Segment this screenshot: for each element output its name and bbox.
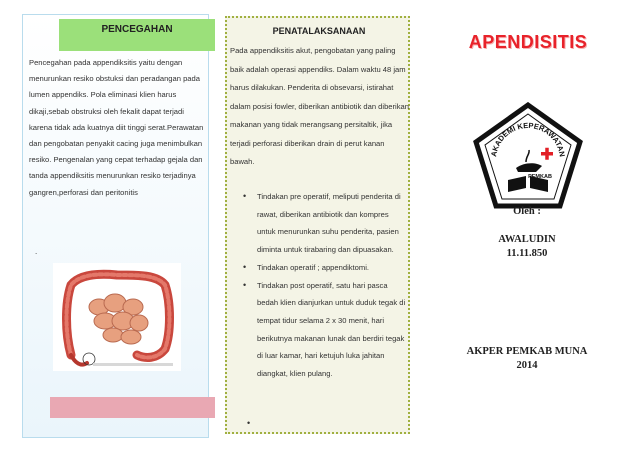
list-item-text: Tindakan post operatif, satu hari pasca bedah klien dianjurkan untuk duduk tegak di tempat tidur selama 2 x 30 menit, hari berikutnya makanan lunak dan berdiri tegak di luar kamar, hari ketujuh luka jahitan diangkat, klien pulang.: [257, 280, 406, 379]
management-body: Pada appendiksitis akut, pengobatan yang paling baik adalah operasi appendiks. Dalam waktu 48 jam harus dilakukan. Penderita di obsevarsi, istirahat dalam posisi fowler, diberikan antibiotik dan diberikan makanan yang tidak merangsang persitaltik, jika terjadi perforasi diberikan drain di perut kanan bawah.: [230, 46, 409, 166]
management-heading: PENATALAKSANAAN: [272, 26, 366, 36]
bullet-icon: •: [243, 191, 247, 201]
pink-bar: [50, 397, 215, 418]
year: 2014: [516, 360, 538, 371]
prevention-body: Pencegahan pada appendiksitis yaitu dengan menurunkan resiko obstuksi dan peradangan pada lumen appendiks. Pola eliminasi klien harus dikaji,sebab obstruksi oleh fekalit dapat terjadi karena tidak ada kuatnya diit tinggi serat.Perawatan dan pengobatan penyakit cacing juga menimbulkan resiko. Pengenalan yang cepat terhadap gejala dan tanda appendiksitis menurunkan resiko terjadinya gangren,perforasi dan peritonitis: [29, 58, 204, 197]
intestine-illustration: [53, 263, 181, 371]
logo-sub2: MUNA: [531, 181, 549, 187]
list-item-text: Tindakan operatif ; appendiktomi.: [257, 262, 370, 272]
prevention-heading: PENCEGAHAN: [59, 19, 215, 51]
list-item: [235, 259, 409, 277]
management-panel: [225, 16, 410, 434]
trailing-bullet: •: [247, 418, 251, 428]
author-name: AWALUDIN: [498, 234, 556, 245]
list-item: [235, 188, 409, 259]
list-item: [235, 277, 409, 383]
bullet-icon: •: [243, 279, 247, 290]
page-title: APENDISITIS: [468, 32, 588, 52]
prevention-panel: [22, 14, 209, 438]
institution: AKPER PEMKAB MUNA: [466, 346, 588, 357]
bullet-icon: •: [243, 261, 247, 272]
management-list: [235, 188, 409, 383]
logo-sub1: PEMKAB: [528, 174, 552, 180]
academy-logo: [472, 102, 584, 210]
list-item-text: Tindakan pre operatif, meliputi penderita di rawat, diberikan antibiotik dan kompres untuk menurunkan suhu penderita, pasien diminta untuk tirabaring dan dipuasakan.: [257, 192, 401, 255]
by-label: Oleh :: [513, 206, 541, 217]
prevention-dot: .: [35, 247, 38, 256]
author-id: 11.11.850: [506, 248, 548, 259]
logo-text: AKADEMI KEPERAWATAN: [489, 120, 567, 158]
